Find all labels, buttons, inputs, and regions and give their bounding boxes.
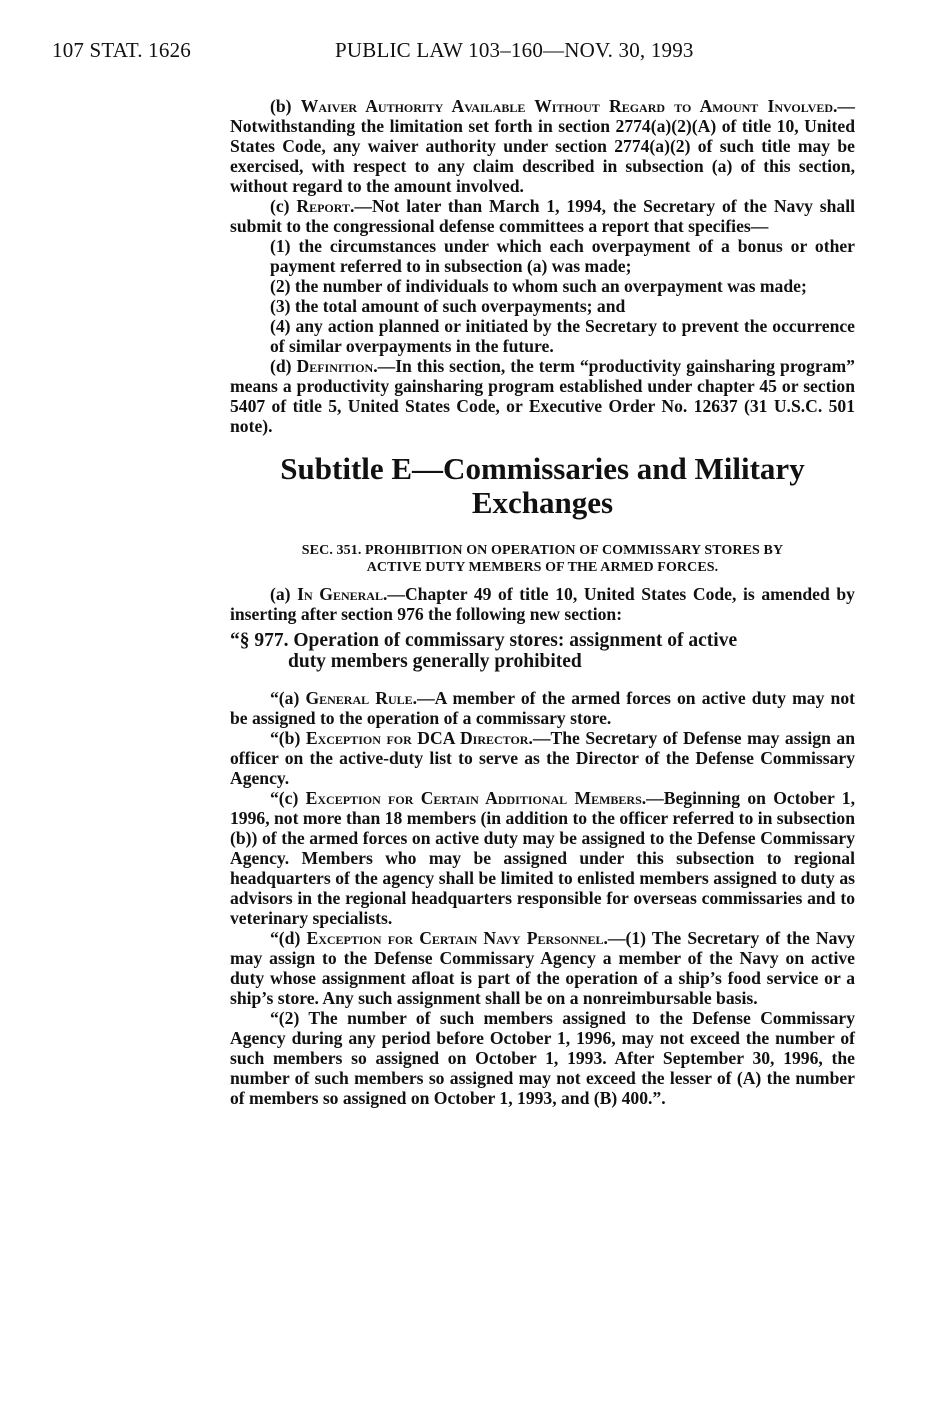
section-977-heading — [230, 630, 855, 672]
subsection-d — [230, 356, 855, 436]
section-977-c-label: “(c) — [270, 788, 299, 808]
section-351-heading-line-1: SEC. 351. PROHIBITION ON OPERATION OF COMMISSARY STORES BY — [301, 543, 784, 558]
subsection-d-text: —In this section, the term “productivity gainsharing program” means a productivity gainsharing program established under chapter 45 or section 5407 of title 5, United States Code, or Executive Order No. 12637 (31 U.S.C. 501 note). — [230, 356, 855, 436]
subtitle-line-1: Subtitle E—Commissaries and Military — [280, 451, 805, 486]
subsection-c-label: (c) — [270, 196, 290, 216]
report-item-3: (3) the total amount of such overpayments; and — [270, 296, 626, 316]
section-977-b-label: “(b) — [270, 728, 301, 748]
section-977-a-text: —A member of the armed forces on active duty may not be assigned to the operation of a commissary store. — [230, 688, 855, 728]
section-977-d-2: “(2) The number of such members assigned to the Defense Commissary Agency during any period before October 1, 1996, may not exceed the number of such members so assigned on October 1, 1993. After September 30, 1996, the number of such members so assigned may not exceed the lesser of (A) the number of members so assigned on October 1, 1993, and (B) 400.”. — [230, 1008, 855, 1108]
page-header — [52, 38, 892, 68]
section-977-a-label: “(a) — [270, 688, 300, 708]
subsection-c-heading: Report. — [296, 196, 355, 216]
subsection-b-heading: Waiver Authority Available Without Regard to Amount Involved. — [300, 96, 838, 116]
section-977-d — [230, 928, 855, 1008]
report-item-4: (4) any action planned or initiated by the Secretary to prevent the occurrence of similar overpayments in the future. — [270, 316, 855, 356]
subtitle-line-2: Exchanges — [471, 485, 614, 520]
subsection-c — [230, 196, 855, 236]
section-977-d-label: “(d) — [270, 928, 301, 948]
section-351-a-label: (a) — [270, 584, 291, 604]
section-351-a — [230, 584, 855, 624]
section-977-a — [230, 688, 855, 728]
section-977-heading-line-2: duty members generally prohibited — [288, 651, 582, 672]
section-351-a-text: —Chapter 49 of title 10, United States Code, is amended by inserting after section 976 the following new section: — [230, 584, 855, 624]
section-977-d-heading: Exception for Certain Navy Personnel. — [306, 928, 608, 948]
report-item-2: (2) the number of individuals to whom such an overpayment was made; — [270, 276, 807, 296]
subsection-b-label: (b) — [270, 96, 292, 116]
section-351-a-heading: In General. — [297, 584, 388, 604]
subsection-d-heading: Definition. — [296, 356, 378, 376]
subsection-d-label: (d) — [270, 356, 292, 376]
section-977-b-text: —The Secretary of Defense may assign an officer on the active-duty list to serve as the Director of the Defense Commissary Agency. — [230, 728, 855, 788]
subsection-c-text: —Not later than March 1, 1994, the Secretary of the Navy shall submit to the congressional defense committees a report that specifies— — [230, 196, 855, 236]
section-977-heading-line-1: “§ 977. Operation of commissary stores: assignment of active — [230, 630, 738, 651]
subtitle-heading — [230, 452, 855, 520]
section-351-heading-line-2: ACTIVE DUTY MEMBERS OF THE ARMED FORCES. — [366, 560, 719, 575]
section-977-d-text: —(1) The Secretary of the Navy may assign to the Defense Commissary Agency a member of the Navy on active duty whose assignment afloat is part of the operation of a ship’s food service or a ship’s store. Any such assignment shall be on a nonreimbursable basis. — [230, 928, 856, 1008]
public-law-citation: PUBLIC LAW 103–160—NOV. 30, 1993 — [335, 38, 694, 62]
section-977-c — [230, 788, 855, 928]
section-977-c-heading: Exception for Certain Additional Members. — [305, 788, 647, 808]
subsection-b — [230, 96, 855, 196]
subsection-b-text: —Notwithstanding the limitation set forth in section 2774(a)(2)(A) of title 10, United States Code, any waiver authority under section 2774(a)(2) of such title may be exercised, with respect to any claim described in subsection (a) of this section, without regard to the amount involved. — [230, 96, 855, 196]
stat-page-number: 107 STAT. 1626 — [52, 38, 191, 62]
section-351-heading — [230, 542, 855, 576]
section-977-a-heading: General Rule. — [305, 688, 418, 708]
section-977-c-text: —Beginning on October 1, 1996, not more than 18 members (in addition to the officer referred to in subsection (b)) of the armed forces on active duty may be assigned to the Defense Commissary Agency. Members who may be assigned under this subsection to regional headquarters of the agency shall be limited to enlisted members assigned to duty as advisors in the regional headquarters responsible for overseas commissaries and to veterinary specialists. — [230, 788, 855, 928]
page-body — [230, 96, 855, 1108]
section-977-b-heading: Exception for DCA Director. — [305, 728, 533, 748]
section-977-b — [230, 728, 855, 788]
report-item-1: (1) the circumstances under which each overpayment of a bonus or other payment referred to in subsection (a) was made; — [270, 236, 855, 276]
